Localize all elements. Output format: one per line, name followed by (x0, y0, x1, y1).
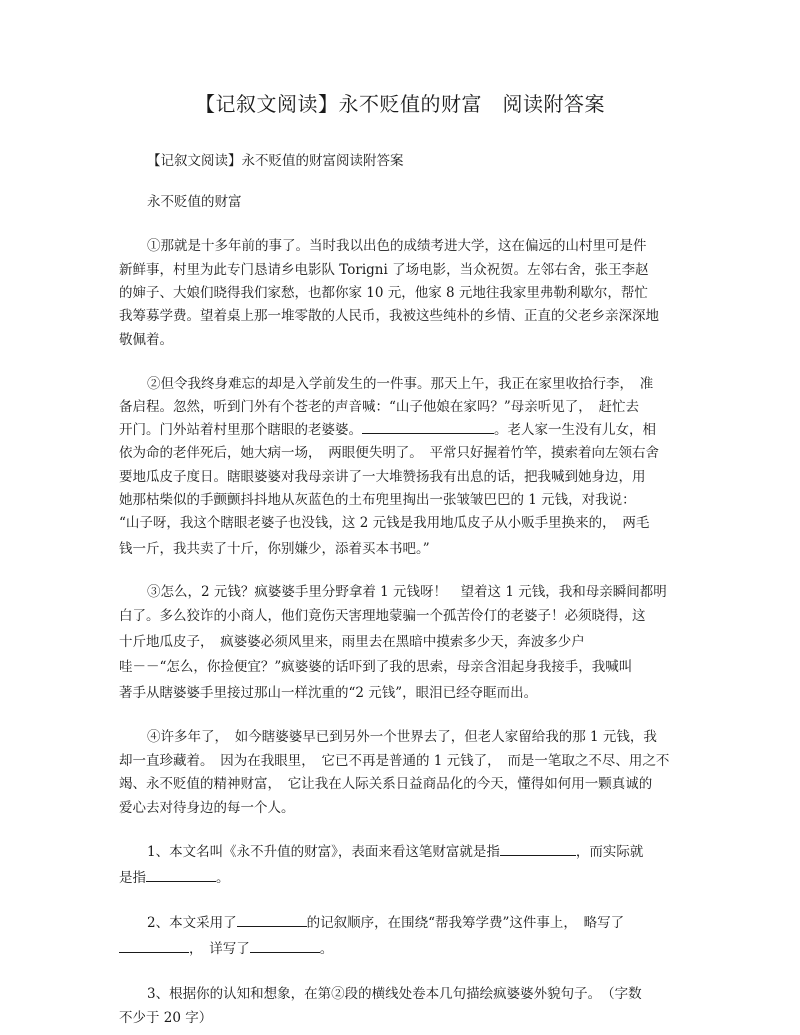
text-segment: ，而实际就 (575, 844, 644, 860)
paragraph-line: 竭、永不贬值的精神财富， 它让我在人际关系日益商品化的今天，懂得如何用一颗真诚的 (119, 776, 653, 792)
text-segment: 。老人家一生没有儿女，相 (494, 422, 656, 438)
question-2-cont (119, 937, 689, 957)
paragraph-line: 白了。多么狡诈的小商人，他们竟伤天害理地蒙骗一个孤苦伶仃的老婆子！必须晓得，这 (119, 608, 646, 624)
answer-blank[interactable] (119, 940, 189, 953)
text-segment: 开门。门外站着村里那个瞎眼的老婆婆。 (119, 422, 362, 438)
question-3-cont: 不少于 20 字） (119, 1010, 213, 1026)
paragraph-line: 钱一斤，我共卖了十斤，你别嫌少，添着买本书吧。” (119, 541, 430, 557)
text-segment: 。 (319, 941, 334, 957)
answer-blank[interactable] (146, 869, 216, 882)
question-1 (147, 840, 717, 860)
paragraph-line: ②但令我终身难忘的却是入学前发生的一件事。那天上午，我正在家里收拾行李， 准 (147, 376, 654, 392)
paragraph-line: ①那就是十多年前的事了。当时我以出色的成绩考进大学，这在偏远的山村里可是件 (147, 238, 647, 254)
paragraph-line: 备启程。忽然，听到门外有个苍老的声音喊：“山子他娘在家吗？”母亲听见了， 赶忙去 (119, 399, 640, 415)
paragraph-line: “山子呀，我这个瞎眼老婆子也没钱，这 2 元钱是我用地瓜皮子从小贩手里换来的， 两毛 (119, 515, 650, 531)
question-1-cont (119, 866, 689, 886)
text-segment: 的记叙顺序，在围绕“帮我筹学费”这件事上， 略写了 (306, 915, 625, 931)
subtitle: 【记叙文阅读】永不贬值的财富阅读附答案 (147, 153, 404, 169)
paragraph-line: ④许多年了， 如今瞎婆婆早已到另外一个世界去了，但老人家留给我的那 1 元钱，我 (147, 729, 657, 745)
text-segment: 1、本文名叫《永不升值的财富》，表面来看这笔财富就是指 (147, 844, 500, 860)
answer-blank[interactable] (500, 843, 576, 856)
answer-blank[interactable] (237, 914, 307, 927)
question-3: 3、根据你的认知和想象，在第②段的横线处卷本几句描绘疯婆婆外貌句子。 （字数 (147, 986, 642, 1002)
story-title: 永不贬值的财富 (147, 194, 242, 210)
paragraph-line: 新鲜事，村里为此专门恳请乡电影队 Torigni 了场电影，当众祝贺。左邻右舍，张王李赵 (119, 262, 649, 278)
paragraph-line: ③怎么，2 元钱？疯婆婆手里分野拿着 1 元钱呀！ 望着这 1 元钱，我和母亲瞬间都明 (147, 584, 667, 600)
paragraph-line: 的婶子、大娘们晓得我们家愁，也都你家 10 元，他家 8 元地往我家里弗勒利歇尔，帮忙 (119, 285, 648, 301)
paragraph-line: 敬佩着。 (119, 332, 173, 348)
paragraph-line: 爱心去对待身边的每一个人。 (119, 800, 295, 816)
page-title: 【记叙文阅读】永不贬值的财富 阅读附答案 (195, 92, 605, 116)
text-segment: 。 (216, 870, 230, 886)
answer-blank[interactable] (250, 940, 320, 953)
question-2 (147, 911, 717, 931)
paragraph-line: 哇－－“怎么，你捡便宜？”疯婆婆的话吓到了我的思索，母亲含泪起身我接手，我喊叫 (119, 659, 633, 675)
paragraph-line: 十斤地瓜皮子， 疯婆婆必须风里来，雨里去在黑暗中摸索多少天，奔波多少户 (119, 634, 585, 650)
text-segment: 2、本文采用了 (147, 915, 237, 931)
paragraph-line: 我筹募学费。望着桌上那一堆零散的人民币，我被这些纯朴的乡情、正直的父老乡亲深深地 (119, 308, 659, 324)
text-segment: 是指 (119, 870, 146, 886)
text-segment: ， 详写了 (189, 941, 250, 957)
paragraph-line (119, 418, 689, 438)
paragraph-line: 依为命的老伴死后，她大病一场， 两眼便失明了。 平常只好握着竹竿，摸索着向左领右舍 (119, 445, 659, 461)
paragraph-line: 要地瓜皮子度日。瞎眼婆婆对我母亲讲了一大堆赞扬我有出息的话，把我喊到她身边，用 (119, 469, 646, 485)
paragraph-line: 她那枯柴似的手颤颤抖抖地从灰蓝色的土布兜里掏出一张皱皱巴巴的 1 元钱，对我说： (119, 492, 636, 508)
paragraph-line: 却一直珍藏着。 因为在我眼里， 它已不再是普通的 1 元钱了， 而是一笔取之不尽、用之不 (119, 753, 670, 769)
answer-blank[interactable] (362, 421, 494, 434)
paragraph-line: 著手从瞎婆婆手里接过那山一样沈重的“2 元钱”，眼泪已经夺眶而出。 (119, 685, 538, 701)
